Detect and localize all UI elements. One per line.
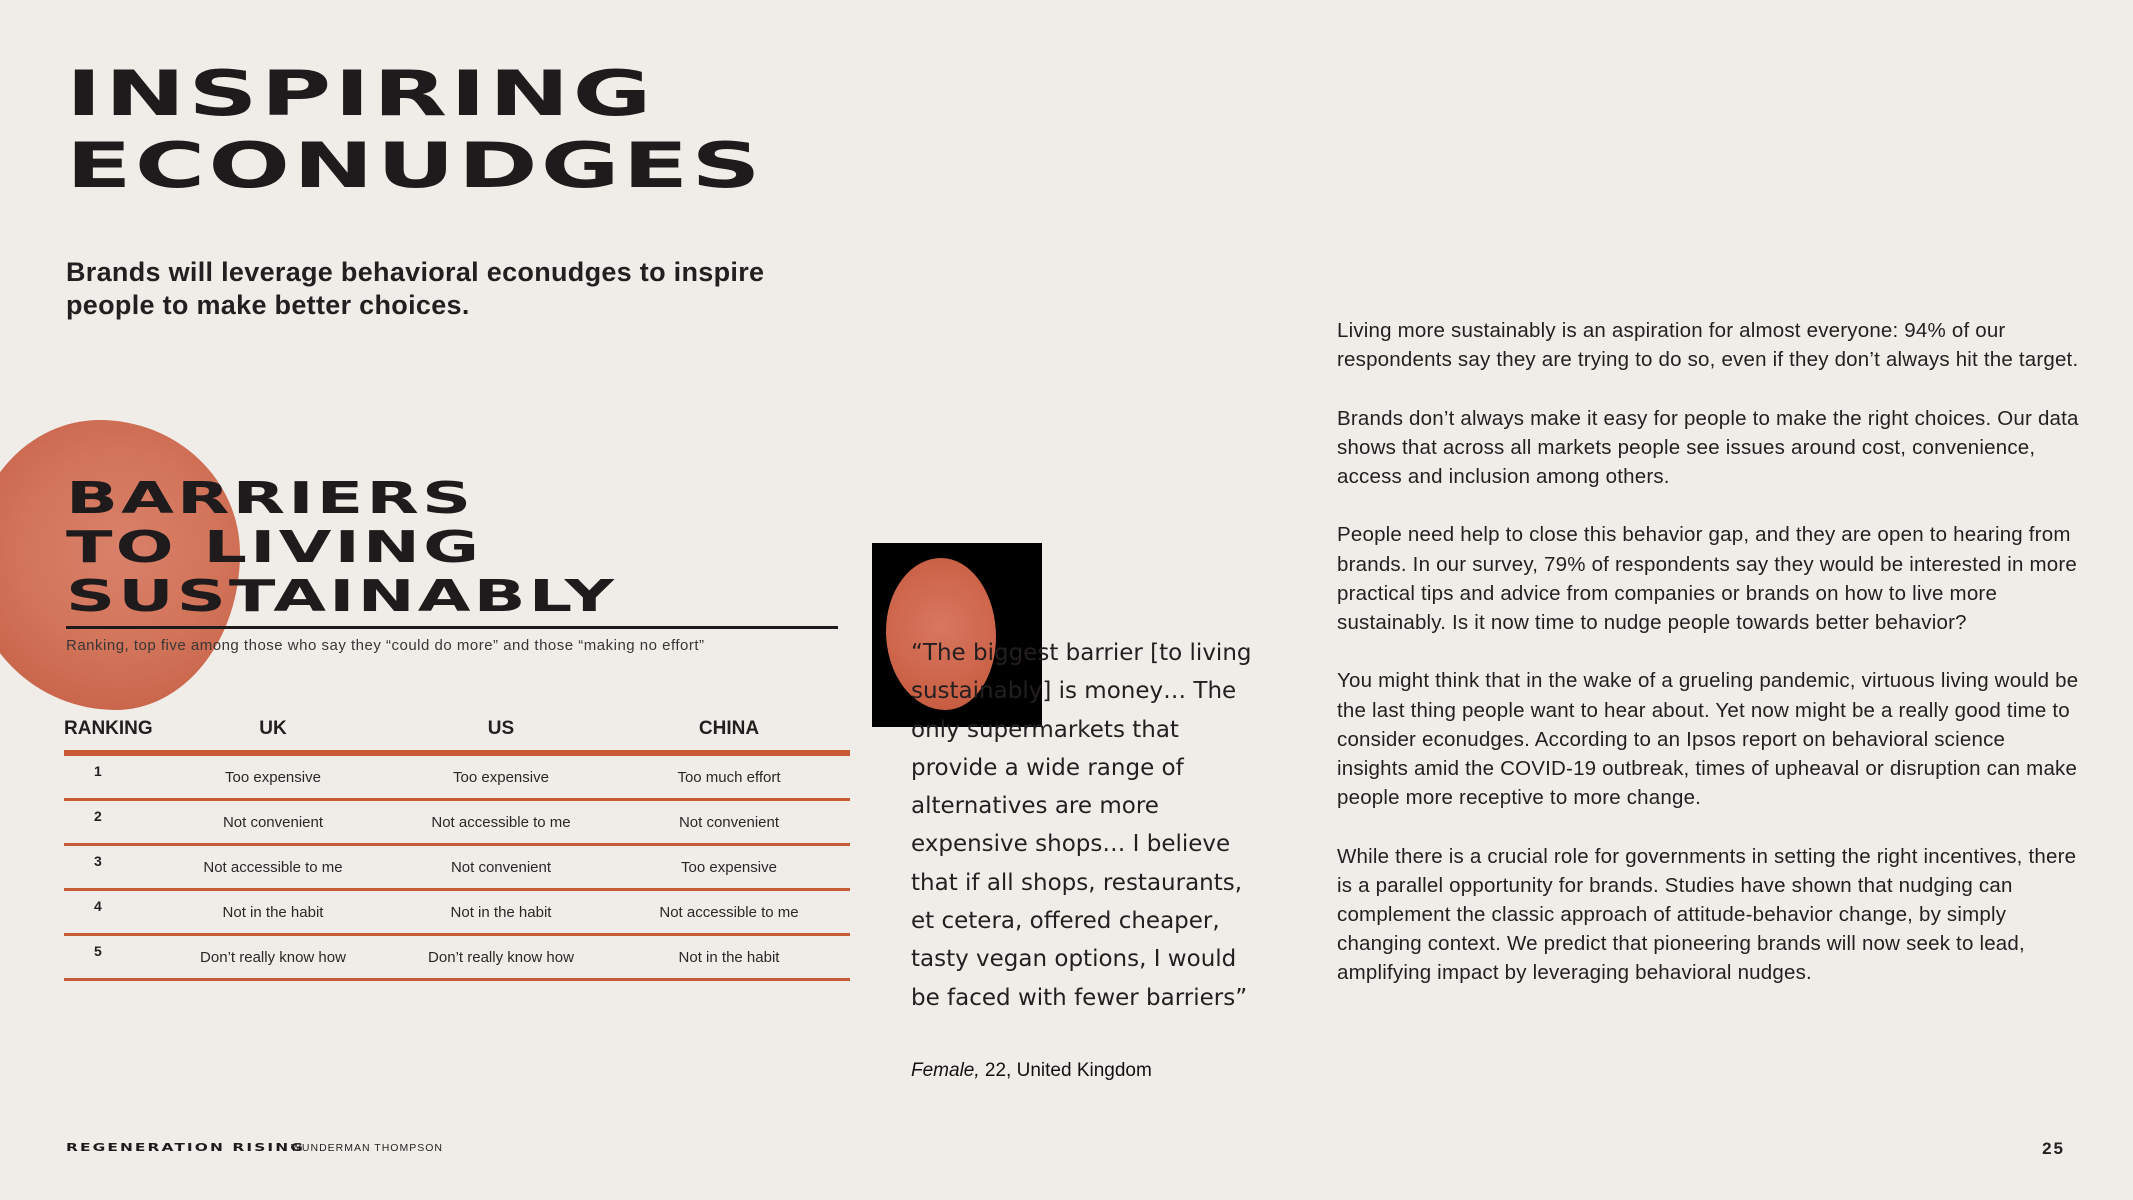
us-cell: Too expensive [453, 769, 549, 786]
body-paragraph: You might think that in the wake of a grueling pandemic, virtuous living would be the last thing people want to hear about. Yet now might be a really good time to consider econudges. According to an Ipsos report on behavioral science insights amid the COVID-19 outbreak, times of upheaval or disruption can make people more receptive to more change. [1337, 669, 2079, 810]
us-cell: Not convenient [450, 859, 552, 876]
barriers-title [66, 474, 617, 621]
uk-cell: Not in the habit [222, 904, 324, 921]
page-title [66, 58, 764, 202]
body-paragraph: Living more sustainably is an aspiration for almost everyone: 94% of our respondents say they are trying to do so, even if they don’t always hit the target. [1337, 319, 2079, 372]
china-cell: Too much effort [677, 769, 781, 786]
body-text [1337, 316, 2082, 1017]
table-row [64, 933, 850, 981]
us-cell: Not in the habit [450, 904, 552, 921]
barriers-title-line: TO LIVING [66, 522, 483, 573]
column-header-uk: UK [259, 718, 287, 739]
page-title-line: INSPIRING [66, 57, 655, 130]
page-subtitle: Brands will leverage behavioral econudges to inspire people to make better choices. [66, 257, 765, 320]
rank-cell: 2 [94, 808, 102, 824]
quote-gender: Female, [911, 1060, 980, 1081]
quote-details: 22, United Kingdom [984, 1060, 1152, 1081]
body-paragraph: While there is a crucial role for governments in setting the right incentives, there is a parallel opportunity for brands. Studies have shown that nudging can complement the classic approach of attitude-behavior change, by simply changing context. We predict that pioneering brands will now seek to lead, amplifying impact by leveraging behavioral nudges. [1337, 844, 2077, 985]
barriers-title-line: SUSTAINABLY [66, 571, 618, 622]
table-header-row [64, 714, 850, 753]
pull-quote: “The biggest barrier [to living sustainably] is money… The only supermarkets that provide a wide range of alternatives are more expensive shops… I believe that if all shops, restaurants, et cetera, offered cheaper, tasty vegan options, I would be faced with fewer barriers” [911, 640, 1252, 1011]
column-header-china: CHINA [698, 718, 760, 739]
rank-cell: 5 [94, 943, 102, 959]
uk-cell: Not accessible to me [203, 859, 343, 876]
page-number: 25 [2042, 1139, 2065, 1158]
column-header-us: US [487, 718, 515, 739]
column-header-ranking: RANKING [64, 718, 153, 739]
uk-cell: Not convenient [222, 814, 324, 831]
china-cell: Not in the habit [678, 949, 780, 966]
us-cell: Not accessible to me [431, 814, 571, 831]
barriers-table [64, 714, 850, 981]
us-cell: Don’t really know how [428, 949, 574, 966]
body-paragraph: People need help to close this behavior gap, and they are open to hearing from brands. In our survey, 79% of respondents say they would be interested in more practical tips and advice from companies or brands on how to live more sustainably. Is it now time to nudge people towards better behavior? [1337, 523, 2077, 634]
rank-cell: 3 [94, 853, 102, 869]
uk-cell: Don’t really know how [200, 949, 346, 966]
table-row [64, 843, 850, 888]
rank-cell: 1 [94, 763, 102, 779]
barriers-title-line: BARRIERS [66, 473, 475, 524]
china-cell: Not accessible to me [659, 904, 799, 921]
barriers-note: Ranking, top five among those who say they “could do more” and those “making no effort” [66, 637, 705, 654]
page-title-line: ECONUDGES [66, 129, 764, 202]
china-cell: Too expensive [681, 859, 777, 876]
uk-cell: Too expensive [225, 769, 321, 786]
quote-attribution [911, 1060, 1152, 1082]
footer-agency: WUNDERMAN THOMPSON [291, 1142, 443, 1154]
rank-cell: 4 [94, 898, 102, 914]
china-cell: Not convenient [678, 814, 780, 831]
table-row [64, 888, 850, 933]
table-row [64, 798, 850, 843]
table-row [64, 753, 850, 798]
section-divider [66, 626, 838, 629]
footer-brand: REGENERATION RISING [66, 1141, 305, 1154]
body-paragraph: Brands don’t always make it easy for people to make the right choices. Our data shows that across all markets people see issues around cost, convenience, access and inclusion among others. [1337, 406, 2079, 488]
